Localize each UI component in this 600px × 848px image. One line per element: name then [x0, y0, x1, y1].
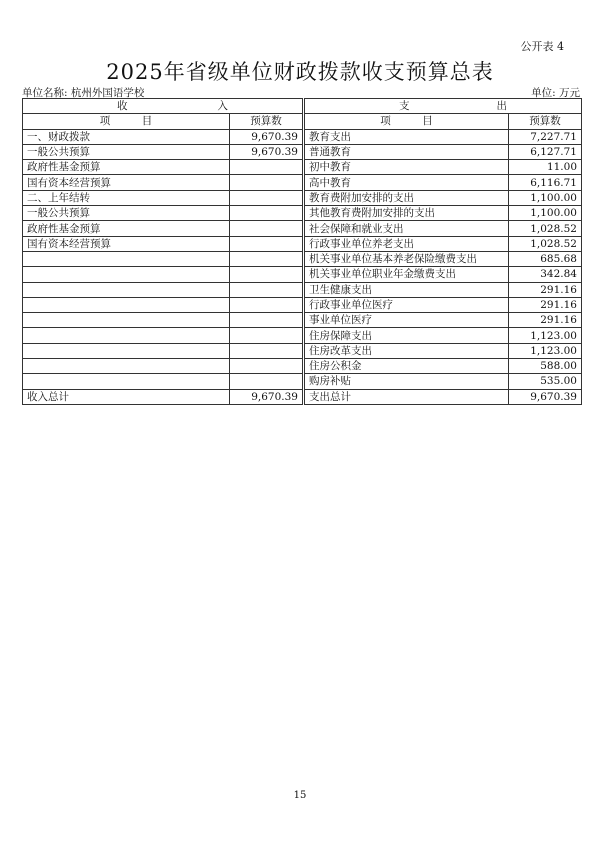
expense-header-char-2: 出	[496, 100, 507, 113]
section-header-row	[23, 99, 582, 114]
income-value	[230, 267, 304, 282]
income-item: 政府性基金预算	[23, 221, 230, 236]
expense-item: 机关事业单位职业年金缴费支出	[304, 267, 509, 282]
expense-value: 1,028.52	[509, 236, 582, 251]
expense-value: 11.00	[509, 160, 582, 175]
expense-total-label: 支出总计	[304, 389, 509, 404]
table-row	[23, 313, 582, 328]
income-value	[230, 343, 304, 358]
column-header-row	[23, 114, 582, 129]
expense-item-header: 项 目	[304, 114, 509, 129]
expense-value: 1,123.00	[509, 343, 582, 358]
expense-item: 教育费附加安排的支出	[304, 190, 509, 205]
income-value	[230, 251, 304, 266]
expense-item: 购房补贴	[304, 374, 509, 389]
income-total-label: 收入总计	[23, 389, 230, 404]
income-item: 国有资本经营预算	[23, 236, 230, 251]
table-row	[23, 144, 582, 159]
expense-item: 住房公积金	[304, 359, 509, 374]
income-header-char-1: 收	[117, 100, 128, 113]
expense-item: 高中教育	[304, 175, 509, 190]
income-item: 一般公共预算	[23, 206, 230, 221]
income-item: 一般公共预算	[23, 144, 230, 159]
expense-value: 7,227.71	[509, 129, 582, 144]
page-number: 15	[293, 790, 307, 801]
expense-item: 住房改革支出	[304, 343, 509, 358]
income-value	[230, 313, 304, 328]
table-row	[23, 297, 582, 312]
expense-item: 行政事业单位养老支出	[304, 236, 509, 251]
expense-item: 卫生健康支出	[304, 282, 509, 297]
expense-value: 1,100.00	[509, 206, 582, 221]
expense-budget-header: 预算数	[509, 114, 582, 129]
income-item	[23, 267, 230, 282]
income-total-value: 9,670.39	[230, 389, 304, 404]
expense-value: 342.84	[509, 267, 582, 282]
table-row	[23, 236, 582, 251]
income-value	[230, 282, 304, 297]
income-value	[230, 175, 304, 190]
expense-item: 事业单位医疗	[304, 313, 509, 328]
table-row	[23, 359, 582, 374]
expense-value: 6,116.71	[509, 175, 582, 190]
expense-value: 291.16	[509, 297, 582, 312]
income-header-char-2: 入	[217, 100, 228, 113]
income-item	[23, 297, 230, 312]
income-item: 政府性基金预算	[23, 160, 230, 175]
income-value: 9,670.39	[230, 144, 304, 159]
expense-item: 初中教育	[304, 160, 509, 175]
budget-table	[22, 98, 582, 405]
table-row	[23, 221, 582, 236]
income-value	[230, 206, 304, 221]
income-item	[23, 343, 230, 358]
expense-item: 社会保障和就业支出	[304, 221, 509, 236]
income-value	[230, 374, 304, 389]
expense-item: 教育支出	[304, 129, 509, 144]
expense-value: 1,100.00	[509, 190, 582, 205]
income-value	[230, 221, 304, 236]
income-item	[23, 313, 230, 328]
expense-value: 588.00	[509, 359, 582, 374]
expense-value: 291.16	[509, 313, 582, 328]
expense-total-value: 9,670.39	[509, 389, 582, 404]
unit-name: 单位名称: 杭州外国语学校	[22, 87, 145, 99]
table-row	[23, 374, 582, 389]
form-number: 公开表 4	[520, 40, 564, 53]
expense-item: 住房保障支出	[304, 328, 509, 343]
income-item	[23, 374, 230, 389]
totals-row	[23, 389, 582, 404]
expense-item: 机关事业单位基本养老保险缴费支出	[304, 251, 509, 266]
income-value	[230, 359, 304, 374]
income-value	[230, 160, 304, 175]
table-row	[23, 328, 582, 343]
table-row	[23, 190, 582, 205]
income-item: 二、上年结转	[23, 190, 230, 205]
expense-value: 6,127.71	[509, 144, 582, 159]
table-row	[23, 267, 582, 282]
income-item: 国有资本经营预算	[23, 175, 230, 190]
table-row	[23, 343, 582, 358]
income-value	[230, 328, 304, 343]
page-title: 2025年省级单位财政拨款收支预算总表	[106, 60, 494, 84]
income-item: 一、财政拨款	[23, 129, 230, 144]
expense-item: 行政事业单位医疗	[304, 297, 509, 312]
expense-value: 291.16	[509, 282, 582, 297]
table-row	[23, 129, 582, 144]
income-value	[230, 297, 304, 312]
expense-item: 其他教育费附加安排的支出	[304, 206, 509, 221]
income-item	[23, 251, 230, 266]
expense-value: 1,123.00	[509, 328, 582, 343]
table-row	[23, 160, 582, 175]
expense-value: 685.68	[509, 251, 582, 266]
income-budget-header: 预算数	[230, 114, 304, 129]
expense-section-header	[304, 99, 582, 114]
income-item	[23, 359, 230, 374]
income-section-header	[23, 99, 304, 114]
unit-of-measure: 单位: 万元	[531, 87, 580, 99]
income-value	[230, 190, 304, 205]
expense-item: 普通教育	[304, 144, 509, 159]
income-value	[230, 236, 304, 251]
table-row	[23, 206, 582, 221]
expense-header-char-1: 支	[399, 100, 410, 113]
income-item	[23, 328, 230, 343]
income-item-header: 项 目	[23, 114, 230, 129]
table-row	[23, 251, 582, 266]
table-row	[23, 175, 582, 190]
expense-value: 1,028.52	[509, 221, 582, 236]
income-value: 9,670.39	[230, 129, 304, 144]
income-item	[23, 282, 230, 297]
expense-value: 535.00	[509, 374, 582, 389]
table-row	[23, 282, 582, 297]
